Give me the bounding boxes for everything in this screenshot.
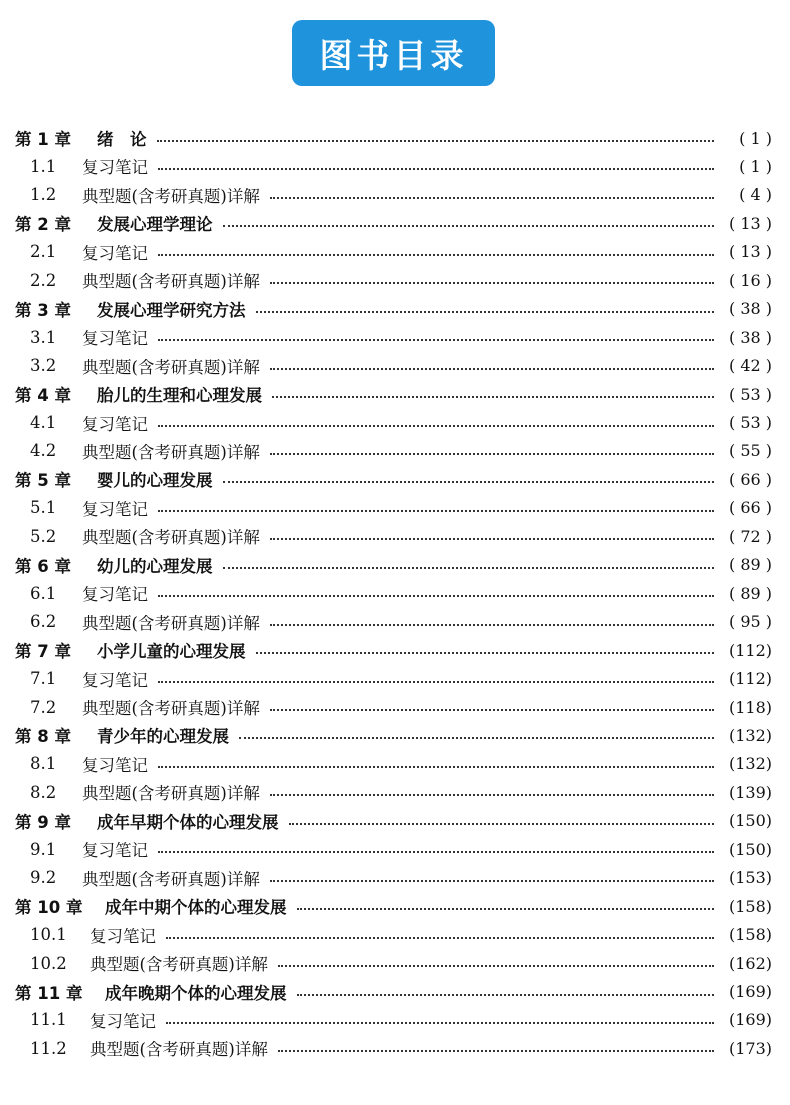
toc-entry-title: 复习笔记 [82,670,148,690]
toc-entry-title: 复习笔记 [82,841,148,861]
toc-page-number: (158) [728,925,772,945]
toc-entry-number: 3.1 [30,327,57,347]
toc-chapter-row[interactable] [0,636,790,664]
toc-section-row[interactable] [0,437,790,465]
toc-entry-title: 典型题(含考研真题)详解 [82,699,260,718]
toc-entry-number: 3.2 [30,356,57,376]
toc-page-number: ( 55 ) [728,441,772,461]
toc-page-number: ( 66 ) [728,498,772,518]
toc-page-number: (112) [728,669,772,689]
toc-entry-title: 典型题(含考研真题)详解 [90,955,268,975]
toc-entry-title: 小学儿童的心理发展 [97,642,246,662]
toc-entry-number: 第 9 章 [15,812,71,832]
toc-entry-number: 8.1 [30,754,57,774]
toc-entry-number: 5.2 [30,526,57,546]
dot-leader [158,510,714,512]
toc-page-number: ( 1 ) [739,156,772,176]
toc-chapter-row[interactable] [0,551,790,579]
toc-page-number: (132) [728,725,772,745]
toc-section-row[interactable] [0,1034,790,1062]
toc-chapter-row[interactable] [0,209,790,237]
toc-entry-title: 复习笔记 [82,158,148,178]
dot-leader [157,140,715,142]
toc-chapter-row[interactable] [0,892,790,920]
toc-entry-number: 10.1 [30,925,67,945]
toc-entry-number: 第 6 章 [15,556,71,576]
dot-leader [272,396,714,398]
toc-entry-number: 第 3 章 [15,300,71,320]
dot-leader [158,595,714,597]
toc-entry-title: 典型题(含考研真题)详解 [82,869,260,889]
toc-section-row[interactable] [0,579,790,607]
dot-leader [158,766,714,768]
toc-section-row[interactable] [0,665,790,693]
toc-entry-title: 复习笔记 [90,1011,156,1031]
toc-entry-title: 成年中期个体的心理发展 [105,898,287,918]
title-banner [292,20,495,86]
dot-leader [270,538,714,540]
toc-entry-title: 典型题(含考研真题)详解 [82,272,260,292]
toc-entry-number: 11.2 [30,1038,67,1058]
dot-leader [270,794,714,796]
dot-leader [166,1022,714,1024]
toc-page-number: (169) [728,982,772,1001]
toc-page-number: ( 53 ) [728,384,772,404]
toc-page-number: ( 1 ) [739,128,772,148]
toc-entry-title: 青少年的心理发展 [97,727,229,747]
toc-section-row[interactable] [0,238,790,266]
toc-entry-number: 第 5 章 [15,471,71,491]
dot-leader [158,339,714,341]
toc-page-number: (169) [728,1010,772,1030]
toc-entry-number: 6.1 [30,583,57,603]
toc-entry-number: 第 1 章 [15,130,71,149]
toc-entry-title: 成年早期个体的心理发展 [97,812,279,832]
toc-entry-number: 8.2 [30,782,57,802]
toc-section-row[interactable] [0,266,790,294]
toc-section-row[interactable] [0,778,790,806]
dot-leader [158,425,714,427]
toc-entry-number: 第 7 章 [15,642,71,662]
toc-chapter-row[interactable] [0,807,790,835]
toc-entry-number: 4.1 [30,413,57,432]
toc-page-number: ( 95 ) [728,612,772,632]
toc-entry-number: 6.2 [30,612,57,632]
toc-entry-title: 绪 论 [97,130,147,149]
toc-chapter-row[interactable] [0,721,790,749]
dot-leader [297,908,715,910]
dot-leader [166,937,714,939]
toc-entry-title: 婴儿的心理发展 [97,471,213,491]
dot-leader [223,567,715,569]
toc-entry-number: 2.1 [30,242,57,262]
toc-entry-number: 1.2 [30,185,57,205]
toc-entry-title: 幼儿的心理发展 [97,556,213,576]
toc-entry-title: 复习笔记 [82,414,148,434]
dot-leader [270,282,714,284]
toc-page-number: ( 66 ) [728,469,772,489]
toc-entry-number: 第 2 章 [15,215,71,235]
toc-entry-title: 胎儿的生理和心理发展 [97,386,262,406]
toc-section-row[interactable] [0,921,790,949]
toc-page-number: (173) [728,1038,772,1058]
page-title: 图书目录 [319,35,468,75]
toc-section-row[interactable] [0,608,790,636]
dot-leader [256,311,715,313]
toc-entry-number: 第 11 章 [15,983,83,1003]
toc-entry-title: 复习笔记 [82,585,148,605]
toc-section-row[interactable] [0,352,790,380]
dot-leader [270,880,714,882]
toc-entry-title: 复习笔记 [82,755,148,775]
toc-entry-title: 典型题(含考研真题)详解 [82,357,260,377]
toc-chapter-row[interactable] [0,978,790,1006]
toc-page-number: ( 4 ) [739,185,772,205]
dot-leader [256,652,715,654]
toc-page-number: (150) [728,839,772,859]
toc-page-number: (112) [728,640,772,660]
dot-leader [223,225,715,227]
toc-section-row[interactable] [0,494,790,522]
toc-page-number: ( 13 ) [728,242,772,262]
dot-leader [297,994,715,996]
toc-entry-number: 11.1 [30,1010,67,1030]
toc-entry-title: 复习笔记 [82,499,148,519]
toc-entry-title: 典型题(含考研真题)详解 [82,613,260,633]
toc-entry-title: 发展心理学理论 [97,215,213,235]
dot-leader [239,737,714,739]
toc-page-number: ( 53 ) [728,413,772,432]
dot-leader [278,1050,714,1052]
toc-entry-title: 复习笔记 [82,329,148,349]
toc-section-row[interactable] [0,835,790,863]
toc-entry-number: 第 10 章 [15,898,83,918]
toc-entry-number: 9.1 [30,839,57,859]
toc-entry-number: 5.1 [30,498,57,518]
toc-page-number: ( 16 ) [728,270,772,290]
dot-leader [270,453,714,455]
toc-section-row[interactable] [0,522,790,550]
toc-page-number: (132) [728,754,772,774]
toc-page-number: ( 89 ) [728,583,772,603]
toc-page-number: (118) [728,697,772,717]
toc-section-row[interactable] [0,323,790,351]
dot-leader [158,851,714,853]
toc-page-number: ( 72 ) [728,526,772,546]
toc-chapter-row[interactable] [0,124,790,152]
dot-leader [223,481,715,483]
dot-leader [270,368,714,370]
dot-leader [270,709,714,711]
toc-section-row[interactable] [0,409,790,437]
dot-leader [289,823,715,825]
toc-entry-title: 复习笔记 [90,926,156,946]
toc-page-number: (158) [728,896,772,916]
toc-page-number: ( 42 ) [728,356,772,376]
toc-section-row[interactable] [0,1006,790,1034]
dot-leader [158,254,714,256]
toc-page-number: (162) [728,953,772,973]
toc-chapter-row[interactable] [0,295,790,323]
toc-page-number: (153) [728,868,772,888]
toc-entry-number: 10.2 [30,953,67,973]
toc-section-row[interactable] [0,750,790,778]
toc-entry-title: 成年晚期个体的心理发展 [105,983,287,1003]
toc-entry-number: 7.1 [30,669,57,689]
toc-entry-title: 典型题(含考研真题)详解 [82,442,260,462]
toc-section-row[interactable] [0,181,790,209]
dot-leader [270,624,714,626]
toc-chapter-row[interactable] [0,380,790,408]
toc-entry-title: 典型题(含考研真题)详解 [82,528,260,548]
toc-page-number: (150) [728,811,772,831]
toc-entry-number: 第 4 章 [15,386,71,406]
toc-section-row[interactable] [0,152,790,180]
toc-page-number: ( 38 ) [728,299,772,319]
dot-leader [278,965,714,967]
toc-entry-title: 发展心理学研究方法 [97,300,246,320]
toc-entry-title: 典型题(含考研真题)详解 [82,186,260,206]
toc-section-row[interactable] [0,693,790,721]
toc-entry-number: 2.2 [30,270,57,290]
toc-entry-title: 典型题(含考研真题)详解 [90,1040,268,1060]
dot-leader [270,197,714,199]
toc-entry-title: 典型题(含考研真题)详解 [82,784,260,804]
toc-entry-title: 复习笔记 [82,243,148,263]
dot-leader [158,168,714,170]
toc-page-number: (139) [728,782,772,802]
toc-entry-number: 9.2 [30,868,57,888]
toc-entry-number: 第 8 章 [15,727,71,747]
toc-page-number: ( 38 ) [728,327,772,347]
toc-section-row[interactable] [0,949,790,977]
toc-entry-number: 1.1 [30,156,57,176]
toc-page-number: ( 13 ) [728,213,772,233]
toc-entry-number: 4.2 [30,441,57,461]
dot-leader [158,681,714,683]
toc-entry-number: 7.2 [30,697,57,717]
toc-section-row[interactable] [0,864,790,892]
toc-chapter-row[interactable] [0,465,790,493]
toc-page-number: ( 89 ) [728,555,772,575]
